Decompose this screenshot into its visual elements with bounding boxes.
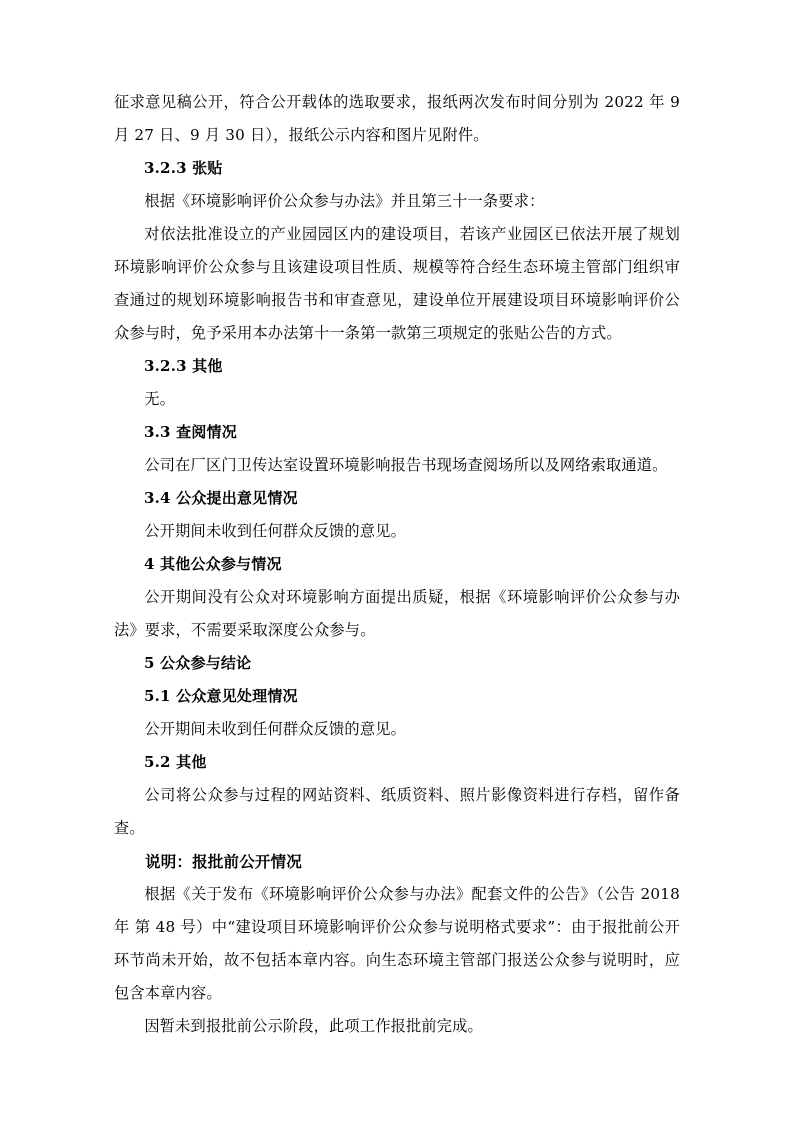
heading-3-3: 3.3 查阅情况	[144, 423, 237, 441]
heading-3-4: 3.4 公众提出意见情况	[144, 489, 298, 507]
paragraph-wu: 无。	[144, 390, 176, 408]
heading-5-2: 5.2 其他	[144, 753, 207, 771]
paragraph-yifa-pizhun: 对依法批准设立的产业园园区内的建设项目，若该产业园区已依法开展了规划环境影响评价公众参与且该建设项目性质、规模等符合经生态环境主管部门组织审查通过的规划环境影响报告书和审查意见，建设单位开展建设项目环境影响评价公众参与时，免予采用本办法第十一条第一款第三项规定的张贴公告的方式。	[114, 225, 680, 342]
heading-shuoming: 说明：报批前公开情况	[145, 852, 303, 871]
paragraph-chayue: 公司在厂区门卫传达室设置环境影响报告书现场查阅场所以及网络索取通道。	[144, 456, 668, 474]
paragraph-zanwei-daobaopi: 因暂未到报批前公示阶段，此项工作报批前完成。	[144, 1017, 483, 1035]
paragraph-gongkai-weishou-2: 公开期间未收到任何群众反馈的意见。	[144, 720, 406, 738]
heading-4: 4 其他公众参与情况	[144, 555, 282, 573]
paragraph-intro: 征求意见稿公开，符合公开载体的选取要求，报纸两次发布时间分别为 2022 年 9 月 27 日、9 月 30 日），报纸公示内容和图片见附件。	[114, 93, 680, 144]
page-content	[114, 86, 680, 1043]
heading-3-2-3-qita: 3.2.3 其他	[144, 357, 223, 375]
heading-5: 5 公众参与结论	[144, 654, 252, 672]
paragraph-cundang: 公司将公众参与过程的网站资料、纸质资料、照片影像资料进行存档，留作备查。	[114, 786, 680, 837]
paragraph-genju-banfa: 根据《环境影响评价公众参与办法》并且第三十一条要求：	[144, 192, 545, 210]
heading-5-1: 5.1 公众意见处理情况	[144, 687, 298, 705]
heading-3-2-3-zhangtie: 3.2.3 张贴	[144, 159, 223, 177]
paragraph-gonggao-2018: 根据《关于发布《环境影响评价公众参与办法》配套文件的公告》（公告 2018 年 第 48 号）中“建设项目环境影响评价公众参与说明格式要求”：由于报批前公开环节尚未开始，故不包括本章内容。向生态环境主管部门报送公众参与说明时，应包含本章内容。	[114, 885, 680, 1002]
paragraph-meiyou-zhiyi: 公开期间没有公众对环境影响方面提出质疑，根据《环境影响评价公众参与办法》要求，不需要采取深度公众参与。	[114, 588, 680, 639]
paragraph-gongkai-weishou-1: 公开期间未收到任何群众反馈的意见。	[144, 522, 406, 540]
